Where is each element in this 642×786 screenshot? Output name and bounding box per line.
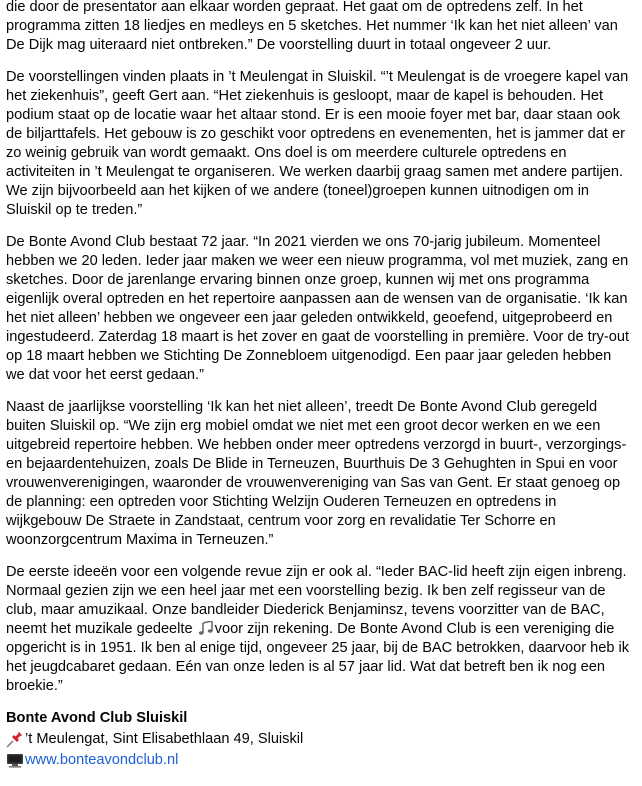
paragraph-1: die door de presentator aan elkaar worden gepraat. Het gaat om de optredens zelf. In het programma zitten 18 liedjes en medleys en 5 sketches. Het nummer ‘Ik kan het niet alleen’ van De Dijk mag uiteraard niet ontbreken.” De voorstelling duurt in totaal ongeveer 2 uur. xyxy=(6,0,618,53)
address-line xyxy=(6,729,630,750)
musical-notes-icon xyxy=(198,621,214,635)
paragraph-3: De Bonte Avond Club bestaat 72 jaar. “In 2021 vierden we ons 70-jarig jubileum. Momenteel hebben we 20 leden. Ieder jaar maken we weer een nieuw programma, vol met muziek, zang en sketches. Door de jarenlange ervaring binnen onze groep, kunnen wij met ons programma eigenlijk overal optreden en het repertoire aanpassen aan de wensen van de organisatie. ‘Ik kan het niet alleen’ hebben we ongeveer een jaar geleden ontwikkeld, geoefend, uitgeprobeerd en ingestudeerd. Zaterdag 18 maart is het zover en gaat de voorstelling in première. Voor de try-out op 18 maart hebben we Stichting De Zonnebloem uitgenodigd. Een paar jaar geleden hebben we dat voor het eerst gedaan.” xyxy=(6,234,630,383)
website-link[interactable]: www.bonteavondclub.nl xyxy=(25,752,179,768)
paragraph-5-part-2: voor zijn rekening. De Bonte Avond Club is een vereniging die opgericht is in 1951. Ik ben al enige tijd, ongeveer 25 jaar, bij de BAC betrokken, daarvoor heb ik het jeugdcabaret gedaan. Eén van onze leden is al 57 jaar lid. Wat dat betreft ben ik nog een broekie.” xyxy=(6,621,630,694)
paragraph-5 xyxy=(6,563,630,696)
paragraph-5-part-1: De eerste ideeën voor een volgende revue zijn er ook al. “Ieder BAC-lid heeft zijn eigen inbreng. Normaal gezien zijn we een heel jaar met een voorstelling bezig. Ik ben zelf regisseur van de club, maar amuzikaal. Onze bandleider Diederick Benjaminsz, tevens voorzitter van de BAC, neemt het muzikale gedeelte xyxy=(6,564,627,637)
address-text: ’t Meulengat, Sint Elisabethlaan 49, Sluiskil xyxy=(25,731,304,747)
paragraph-4: Naast de jaarlijkse voorstelling ‘Ik kan het niet alleen’, treedt De Bonte Avond Club geregeld buiten Sluiskil op. “We zijn erg mobiel omdat we niet met een groot decor werken en we een uitgebreid repertoire hebben. We hebben onder meer optredens verzorgd in buurt-, verzorgings- en bejaardentehuizen, zoals De Blide in Terneuzen, Buurthuis De 3 Gehughten in Spui en voor vrouwenverenigingen, waaronder de vrouwenvereniging van Sas van Gent. Er staat genoeg op de planning: een optreden voor Stichting Welzijn Ouderen Terneuzen en optredens in wijkgebouw De Straete in Zandstaat, centrum voor zorg en revalidatie Ter Schorre en woonzorgcentrum Maxima in Terneuzen.” xyxy=(6,399,627,548)
computer-icon xyxy=(6,753,24,768)
website-line xyxy=(6,750,630,771)
pushpin-icon xyxy=(6,732,23,748)
organization-name: Bonte Avond Club Sluiskil xyxy=(6,710,188,726)
paragraph-2: De voorstellingen vinden plaats in ’t Meulengat in Sluiskil. “’t Meulengat is de vroegere kapel van het ziekenhuis”, geeft Gert aan. “Het ziekenhuis is gesloopt, maar de kapel is behouden. Het podium staat op de locatie waar het altaar stond. Er is een mooie foyer met bar, daar staan ook de biljarttafels. Het gebouw is zo geschikt voor optredens en evenementen, het is jammer dat er zo weinig gebruik van wordt gemaakt. Ons doel is om meerdere culturele optredens en activiteiten in ’t Meulengat te organiseren. We werken daarbij graag samen met andere partijen. We zijn bijvoorbeeld aan het kijken of we andere (toneel)groepen kunnen uitnodigen om in Sluiskil op te treden.” xyxy=(6,69,629,218)
contact-footer xyxy=(6,709,630,771)
